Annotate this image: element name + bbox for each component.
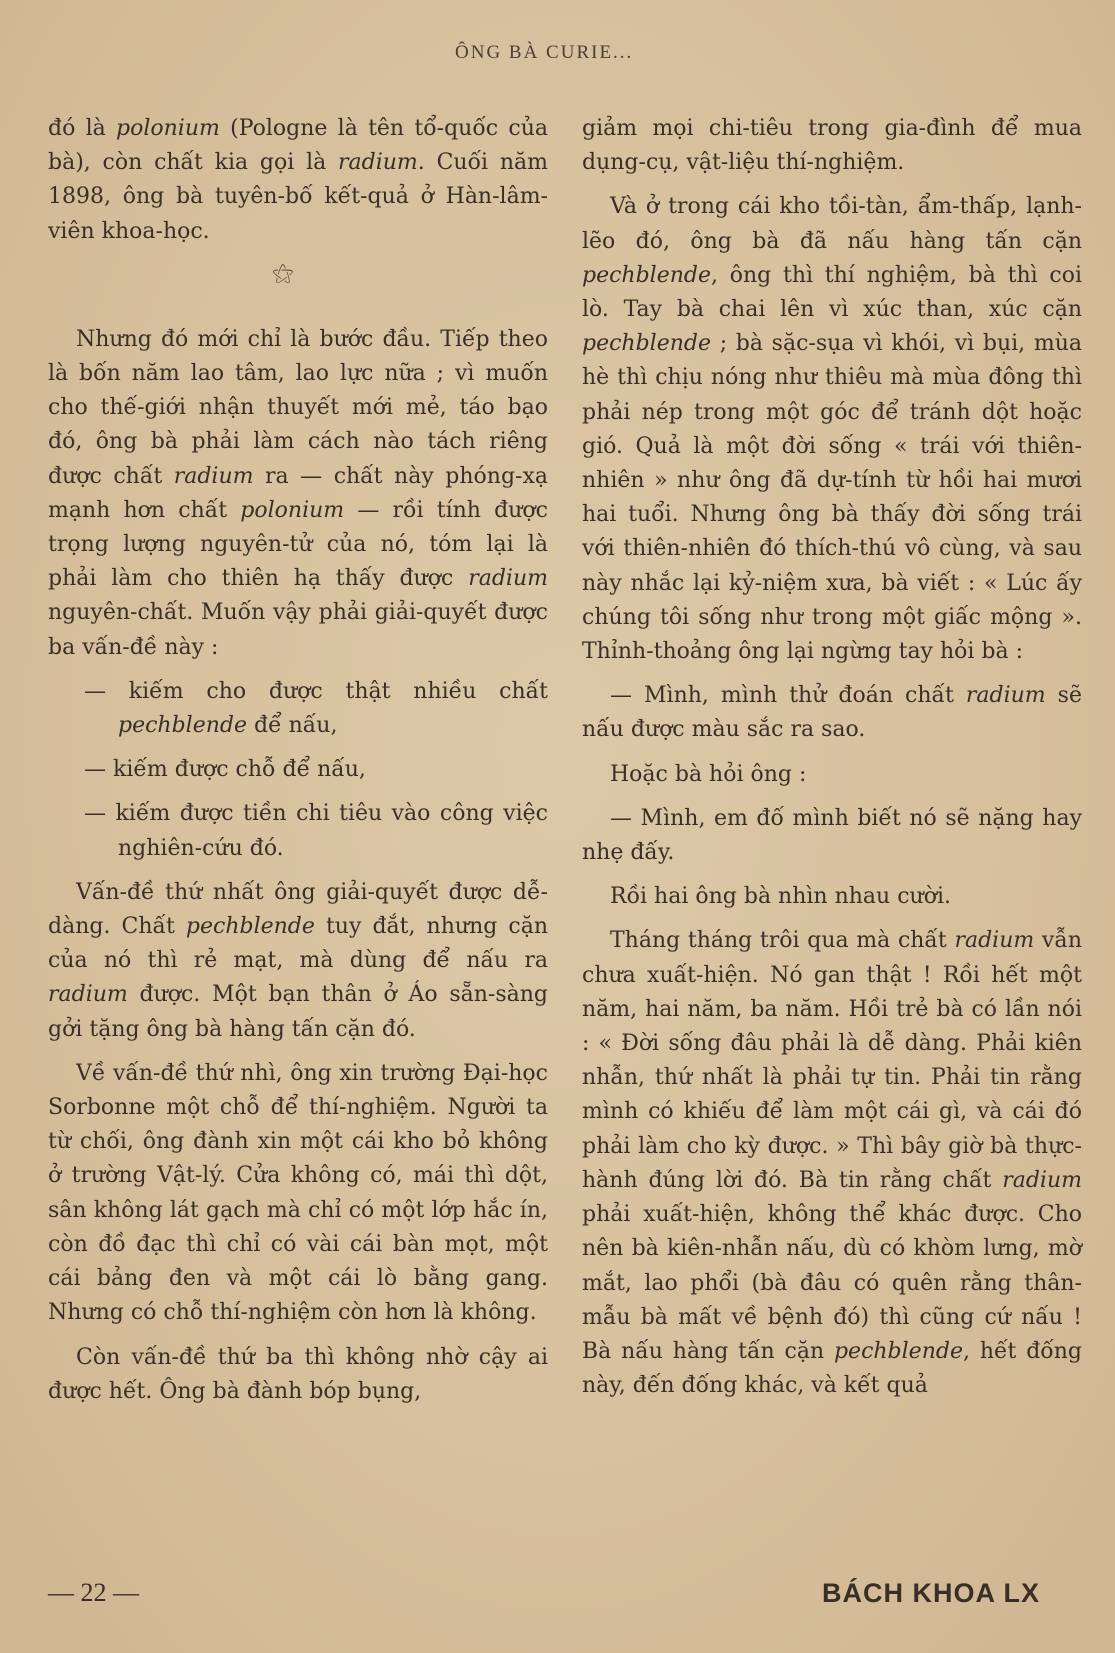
- right-column: [582, 112, 1082, 1403]
- paragraph: Tháng tháng trôi qua mà chất radium vẫn chưa xuất-hiện. Nó gan thật ! Rồi hết một năm, hai năm, ba năm. Hồi trẻ bà có lần nói : « Đời sống đâu phải là dễ dàng. Phải kiên nhẫn, thứ nhất là phải tự tin. Phải tin rằng mình có khiếu để làm một cái gì, và cái đó phải làm cho kỳ được. » Thì bây giờ bà thực-hành đúng lời đó. Bà tin rằng chất radium phải xuất-hiện, không thể khác được. Cho nên bà kiên-nhẫn nấu, dù có khòm lưng, mờ mắt, lao phổi (bà đâu có quên rằng thân-mẫu bà mất về bệnh đó) thì cũng cứ nấu ! Bà nấu hàng tấn cặn pechblende, hết đống này, đến đống khác, và kết quả: [582, 928, 1083, 1399]
- paragraph: Vấn-đề thứ nhất ông giải-quyết được dễ-dàng. Chất pechblende tuy đắt, nhưng cặn của nó thì rẻ mạt, mà dùng để nấu ra radium được. Một bạn thân ở Áo sẵn-sàng gởi tặng ông bà hàng tấn cặn đó.: [48, 879, 548, 1042]
- list-item: — kiếm được tiền chi tiêu vào công việc nghiên-cứu đó.: [84, 801, 548, 861]
- paragraph: Và ở trong cái kho tồi-tàn, ẩm-thấp, lạnh-lẽo đó, ông bà đã nấu hàng tấn cặn pechblende, ông thì thí nghiệm, bà thì coi lò. Tay bà chai lên vì xúc than, xúc cặn pechblende ; bà sặc-sụa vì khói, vì bụi, mùa hè thì chịu nóng như thiêu mà mùa đông thì phải nép trong một góc để tránh dột hoặc gió. Quả là một đời sống « trái với thiên-nhiên » như ông đã dự-tính từ hồi hai mươi hai tuổi. Nhưng ông bà thấy đời sống trái với thiên-nhiên đó thích-thú vô cùng, và sau này nhắc lại kỷ-niệm xưa, bà viết : « Lúc ấy chúng tôi sống như trong một giấc mộng ». Thỉnh-thoảng ông lại ngừng tay hỏi bà :: [582, 194, 1082, 665]
- publication-name: BÁCH KHOA LX: [822, 1578, 1040, 1608]
- running-head: ÔNG BÀ CURIE...: [455, 42, 634, 63]
- paragraph: — Mình, em đố mình biết nó sẽ nặng hay nhẹ đấy.: [582, 805, 1082, 866]
- paragraph: Rồi hai ông bà nhìn nhau cười.: [610, 884, 951, 910]
- paragraph: Nhưng đó mới chỉ là bước đầu. Tiếp theo là bốn năm lao tâm, lao lực nữa ; vì muốn cho thế-giới nhận thuyết mới mẻ, táo bạo đó, ông bà phải làm cách nào tách riêng được chất radium ra — chất này phóng-xạ mạnh hơn chất polonium — rồi tính được trọng lượng nguyên-tử của nó, tóm lại là phải làm cho thiên hạ thấy được radium nguyên-chất. Muốn vậy phải giải-quyết được ba vấn-đề này :: [48, 326, 548, 660]
- list-item: — kiếm được chỗ để nấu,: [84, 757, 366, 783]
- page-number: — 22 —: [48, 1578, 139, 1607]
- paragraph: Về vấn-đề thứ nhì, ông xin trường Đại-học Sorbonne một chỗ để thí-nghiệm. Người ta từ chối, ông đành xin một cái kho bỏ không ở trường Vật-lý. Cửa không có, mái thì dột, sân không lát gạch mà chỉ có một lớp hắc ín, còn đồ đạc thì chỉ có vài cái bàn mọt, một cái bảng đen và một cái lò bằng gang. Nhưng có chỗ thí-nghiệm còn hơn là không.: [48, 1060, 548, 1326]
- list-item: — kiếm cho được thật nhiều chất pechblende để nấu,: [84, 678, 548, 739]
- left-column: [48, 112, 548, 1409]
- paragraph: giảm mọi chi-tiêu trong gia-đình để mua dụng-cụ, vật-liệu thí-nghiệm.: [582, 116, 1082, 176]
- paragraph: Còn vấn-đề thứ ba thì không nhờ cậy ai được hết. Ông bà đành bóp bụng,: [48, 1344, 548, 1404]
- paragraph: Hoặc bà hỏi ông :: [610, 761, 807, 787]
- paragraph: đó là polonium (Pologne là tên tổ-quốc của bà), còn chất kia gọi là radium. Cuối năm 1898, ông bà tuyên-bố kết-quả ở Hàn-lâm-viên khoa-học.: [48, 116, 548, 244]
- paragraph: — Mình, mình thử đoán chất radium sẽ nấu được màu sắc ra sao.: [582, 683, 1082, 743]
- section-ornament: ⚝: [272, 260, 294, 286]
